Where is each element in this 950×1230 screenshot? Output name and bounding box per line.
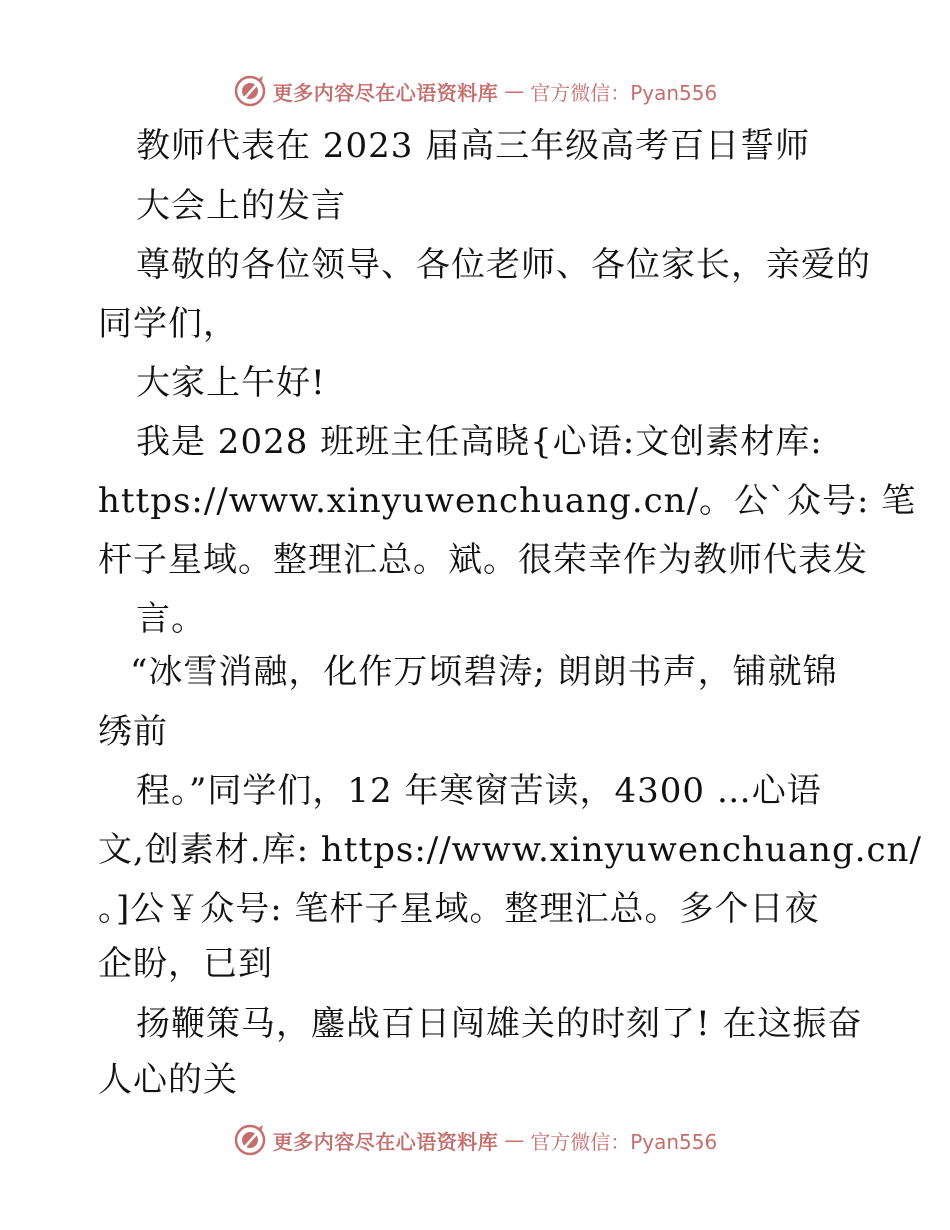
banner-separator: — [504,1128,525,1152]
paragraph-line: 企盼，已到 [98,944,273,984]
pen-logo-icon [233,1123,267,1157]
paragraph-line: 程。”同学们，12 年寒窗苦读，4300 …心语 [136,771,822,811]
paragraph-line: 人心的关 [98,1060,238,1100]
paragraph-line: 扬鞭策马，鏖战百日闯雄关的时刻了! 在这振奋 [136,1004,863,1044]
site-name-text: 更多内容尽在心语资料库 [272,1129,499,1154]
footer-watermark-banner [0,1120,950,1160]
paragraph-line: https://www.xinyuwenchuang.cn/。公`众号: 笔 [98,481,917,521]
paragraph-line: 文,创素材.库: https://www.xinyuwenchuang.cn/ [98,830,922,870]
site-name-text: 更多内容尽在心语资料库 [272,80,499,105]
paragraph-line: 同学们， [98,304,238,344]
title-line-1: 教师代表在 2023 届高三年级高考百日誓师 [136,126,811,166]
paragraph-line: 绣前 [98,712,168,752]
wechat-text: 官方微信：Pyan556 [530,1129,718,1154]
paragraph-line: “冰雪消融，化作万顷碧涛; 朗朗书声，铺就锦 [130,652,838,692]
paragraph-line: 杆子星域。整理汇总。斌。很荣幸作为教师代表发 [98,540,868,580]
paragraph-line: 大家上午好! [136,363,326,403]
paragraph-line: 。]公￥众号: 笔杆子星域。整理汇总。多个日夜 [98,889,820,929]
paragraph-line: 尊敬的各位领导、各位老师、各位家长，亲爱的 [136,245,871,285]
paragraph-line: 我是 2028 班班主任高晓{心语:文创素材库: [136,422,823,462]
banner-separator: — [504,79,525,103]
title-line-2: 大会上的发言 [136,186,346,226]
pen-logo-icon [233,74,267,108]
header-watermark-banner [0,71,950,111]
paragraph-line: 言。 [136,599,206,639]
wechat-text: 官方微信：Pyan556 [530,80,718,105]
